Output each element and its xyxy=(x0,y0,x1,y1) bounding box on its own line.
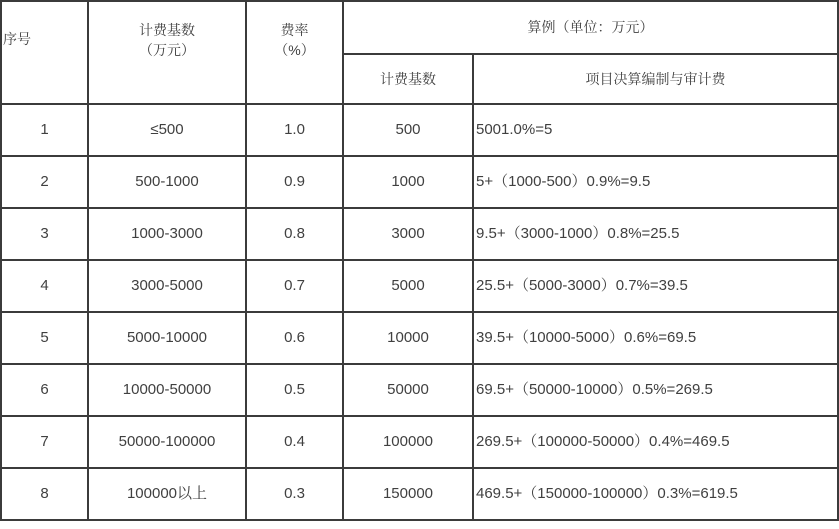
cell-fee-formula: 5001.0%=5 xyxy=(473,104,838,156)
cell-serial-number: 1 xyxy=(1,104,88,156)
cell-rate: 0.9 xyxy=(246,156,343,208)
cell-serial-number: 8 xyxy=(1,468,88,520)
header-rate-line2: （%） xyxy=(274,42,315,58)
cell-rate: 0.3 xyxy=(246,468,343,520)
cell-rate: 0.4 xyxy=(246,416,343,468)
cell-example-base: 100000 xyxy=(343,416,473,468)
header-example: 算例（单位：万元） xyxy=(343,1,838,54)
header-billing-base-line1: 计费基数 xyxy=(139,21,195,38)
cell-example-base: 5000 xyxy=(343,260,473,312)
cell-example-base: 500 xyxy=(343,104,473,156)
header-rate xyxy=(246,1,343,104)
table-row xyxy=(1,208,838,260)
cell-fee-formula: 269.5+（100000-50000）0.4%=469.5 xyxy=(473,416,838,468)
header-row-1 xyxy=(1,1,838,54)
cell-billing-base-range: 1000-3000 xyxy=(88,208,246,260)
cell-fee-formula: 5+（1000-500）0.9%=9.5 xyxy=(473,156,838,208)
table-row xyxy=(1,364,838,416)
cell-example-base: 150000 xyxy=(343,468,473,520)
header-serial-number: 序号 xyxy=(1,1,88,104)
table-row xyxy=(1,156,838,208)
cell-billing-base-range: 50000-100000 xyxy=(88,416,246,468)
cell-serial-number: 6 xyxy=(1,364,88,416)
cell-rate: 0.5 xyxy=(246,364,343,416)
cell-billing-base-range: 10000-50000 xyxy=(88,364,246,416)
table-row xyxy=(1,104,838,156)
cell-fee-formula: 469.5+（150000-100000）0.3%=619.5 xyxy=(473,468,838,520)
cell-billing-base-range: 500-1000 xyxy=(88,156,246,208)
cell-billing-base-range: 100000以上 xyxy=(88,468,246,520)
cell-rate: 0.7 xyxy=(246,260,343,312)
cell-serial-number: 3 xyxy=(1,208,88,260)
subheader-audit-fee: 项目决算编制与审计费 xyxy=(473,54,838,104)
cell-billing-base-range: 3000-5000 xyxy=(88,260,246,312)
table-row xyxy=(1,312,838,364)
cell-serial-number: 5 xyxy=(1,312,88,364)
cell-rate: 0.6 xyxy=(246,312,343,364)
cell-rate: 0.8 xyxy=(246,208,343,260)
cell-serial-number: 7 xyxy=(1,416,88,468)
header-billing-base xyxy=(88,1,246,104)
table-row xyxy=(1,260,838,312)
cell-rate: 1.0 xyxy=(246,104,343,156)
cell-billing-base-range: ≤500 xyxy=(88,104,246,156)
cell-serial-number: 2 xyxy=(1,156,88,208)
subheader-billing-base: 计费基数 xyxy=(343,54,473,104)
cell-serial-number: 4 xyxy=(1,260,88,312)
header-billing-base-line2: （万元） xyxy=(139,42,195,58)
cell-fee-formula: 39.5+（10000-5000）0.6%=69.5 xyxy=(473,312,838,364)
cell-example-base: 3000 xyxy=(343,208,473,260)
table-row xyxy=(1,468,838,520)
cell-example-base: 50000 xyxy=(343,364,473,416)
header-rate-line1: 费率 xyxy=(280,21,309,38)
cell-example-base: 10000 xyxy=(343,312,473,364)
cell-fee-formula: 25.5+（5000-3000）0.7%=39.5 xyxy=(473,260,838,312)
cell-billing-base-range: 5000-10000 xyxy=(88,312,246,364)
cell-fee-formula: 9.5+（3000-1000）0.8%=25.5 xyxy=(473,208,838,260)
table-row xyxy=(1,416,838,468)
cell-fee-formula: 69.5+（50000-10000）0.5%=269.5 xyxy=(473,364,838,416)
cell-example-base: 1000 xyxy=(343,156,473,208)
